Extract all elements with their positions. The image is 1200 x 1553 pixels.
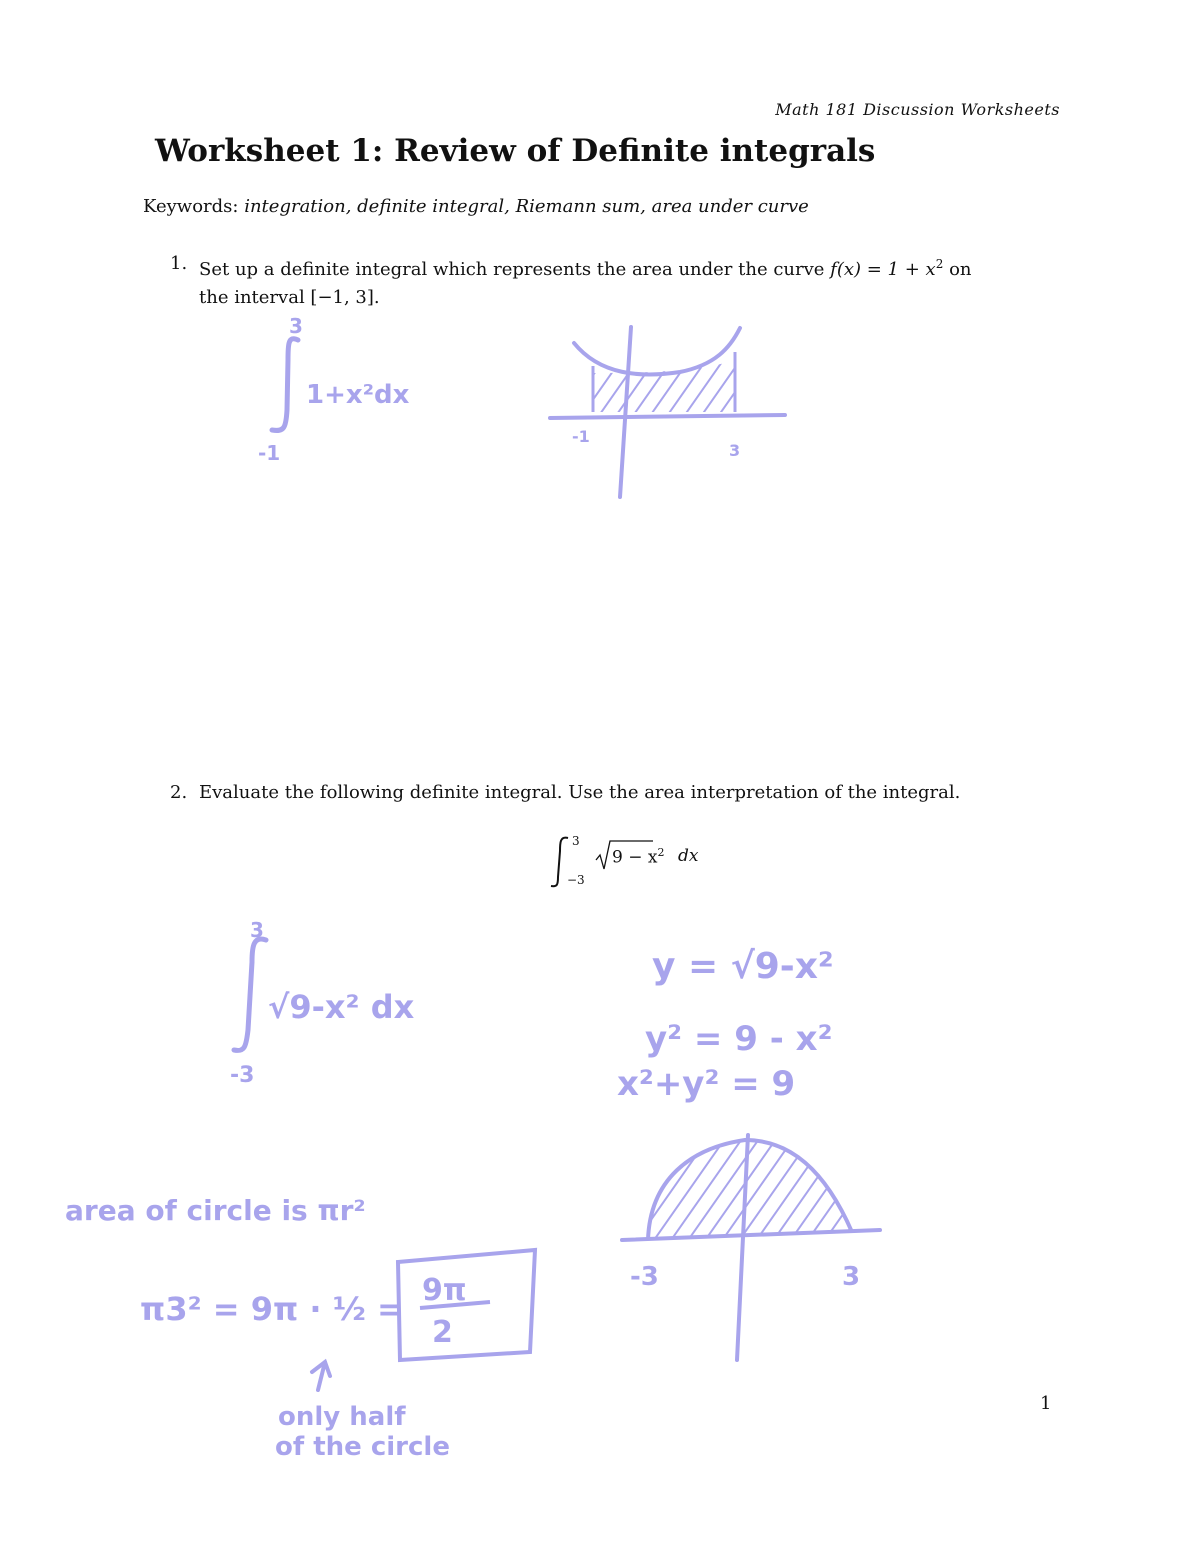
svg-text:3: 3 — [842, 1262, 861, 1292]
semicircle-graph — [622, 1135, 880, 1360]
question-2-number: 2. — [170, 782, 188, 803]
area-note: area of circle is πr² — [65, 1194, 366, 1227]
svg-text:of the circle: of the circle — [275, 1432, 450, 1462]
svg-text:3: 3 — [289, 314, 303, 338]
keywords-label: Keywords: — [143, 196, 239, 217]
question-1-interval: the interval [−1, 3]. — [199, 287, 380, 308]
svg-text:1+x²dx: 1+x²dx — [306, 380, 410, 410]
svg-text:2: 2 — [432, 1315, 453, 1350]
question-1-function: $f(x) = 1 + x^2$ — [830, 257, 944, 280]
svg-text:only half: only half — [278, 1402, 406, 1432]
svg-text:-1: -1 — [572, 427, 590, 446]
keywords-terms: integration, definite integral, Riemann sum, area under curve — [244, 196, 809, 217]
svg-text:x²+y² = 9: x²+y² = 9 — [617, 1064, 796, 1104]
q1-handwritten-integral — [258, 314, 410, 465]
q2-handwritten-integral — [230, 918, 415, 1088]
svg-text:3: 3 — [729, 441, 741, 460]
handwritten-equations — [617, 946, 834, 1104]
half-circle-note — [275, 1362, 450, 1462]
question-1-text: Set up a definite integral which represents the area under the curve — [199, 259, 825, 280]
integral-lower: −3 — [567, 873, 585, 887]
svg-text:-3: -3 — [630, 1262, 659, 1292]
page-number: 1 — [1040, 1393, 1052, 1414]
svg-text:-3: -3 — [230, 1063, 255, 1088]
question-1-number: 1. — [170, 253, 188, 274]
svg-text:-1: -1 — [258, 441, 281, 465]
svg-text:9π: 9π — [422, 1273, 467, 1308]
question-2-text: Evaluate the following definite integral. Use the area interpretation of the integral. — [199, 782, 961, 803]
integral-dx: dx — [678, 846, 699, 866]
integral-upper: 3 — [572, 834, 580, 848]
q1-graph — [550, 327, 785, 497]
svg-text:y = √9-x²: y = √9-x² — [652, 946, 834, 987]
computation: π3² = 9π · ½ = — [140, 1290, 404, 1328]
svg-text:y² = 9 - x²: y² = 9 - x² — [645, 1019, 833, 1059]
integral-radicand: $9 - x^2$ — [612, 846, 665, 868]
boxed-answer — [398, 1250, 535, 1360]
question-1-text-after: on — [949, 259, 972, 280]
course-header: Math 181 Discussion Worksheets — [775, 100, 1060, 119]
worksheet-title: Worksheet 1: Review of Definite integrals — [155, 133, 876, 169]
svg-text:3: 3 — [250, 918, 264, 942]
svg-text:√9-x² dx: √9-x² dx — [268, 988, 415, 1026]
